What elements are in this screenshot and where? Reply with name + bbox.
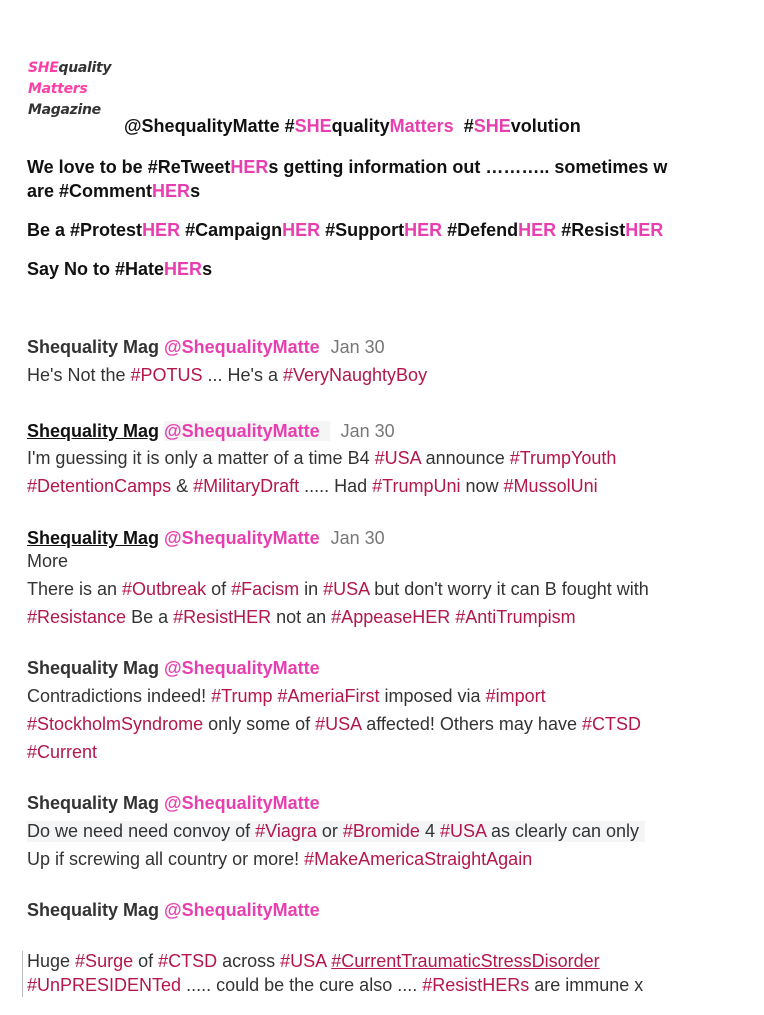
tweet-author[interactable]: Shequality Mag bbox=[27, 793, 160, 813]
hashtag[interactable]: #Trump bbox=[211, 686, 273, 706]
header-handle[interactable]: @ShequalityMatte bbox=[124, 116, 280, 136]
hashtag[interactable]: #UnPRESIDENTed bbox=[27, 975, 182, 995]
hashtag[interactable]: #Facism bbox=[231, 579, 300, 599]
intro-line-2: are #CommentHERs bbox=[27, 181, 201, 201]
tweet-header bbox=[27, 337, 385, 358]
tweet-body-line-2: #Resistance Be a #ResistHER not an #AppeaseHER #AntiTrumpism bbox=[27, 607, 576, 627]
intro-say-no-line: Say No to #HateHERs bbox=[27, 259, 213, 279]
hashtag[interactable]: #AppeaseHER bbox=[331, 607, 451, 627]
tweet-handle[interactable]: @ShequalityMatte bbox=[164, 658, 320, 678]
hashtag[interactable]: #import bbox=[485, 686, 546, 706]
intro-line-1: We love to be #ReTweetHERs getting information out ……….. sometimes w bbox=[27, 157, 668, 177]
header-hashtag-shequalitymatters[interactable]: #SHEqualityMatters bbox=[284, 116, 454, 136]
tweet-author[interactable]: Shequality Mag bbox=[27, 421, 160, 441]
tweet-handle[interactable]: @ShequalityMatte bbox=[164, 793, 320, 813]
tweet-author[interactable]: Shequality Mag bbox=[27, 528, 160, 548]
hashtag[interactable]: #USA bbox=[374, 448, 421, 468]
hashtag[interactable]: #DetentionCamps bbox=[27, 476, 172, 496]
hashtag[interactable]: #Resistance bbox=[27, 607, 127, 627]
intro-protest-line: Be a #ProtestHER #CampaignHER #SupportHER #DefendHER #ResistHER bbox=[27, 220, 664, 240]
tweet-author[interactable]: Shequality Mag bbox=[27, 658, 160, 678]
hashtag[interactable]: #ResistHERs bbox=[422, 975, 530, 995]
header-hashtag-shevolution[interactable]: #SHEvolution bbox=[463, 116, 581, 136]
tweet-author[interactable]: Shequality Mag bbox=[27, 337, 160, 357]
logo-line-1: SHEquality bbox=[28, 60, 112, 76]
tweet-handle[interactable]: @ShequalityMatte bbox=[164, 900, 320, 920]
tweet-date[interactable]: Jan 30 bbox=[330, 528, 385, 548]
tweet-body-line-1: Huge #Surge of #CTSD across #USA #CurrentTraumaticStressDisorder bbox=[27, 951, 600, 971]
tweet-body-line-1: I'm guessing it is only a matter of a time B4 #USA announce #TrumpYouth bbox=[27, 448, 617, 468]
tweet-body: He's Not the #POTUS ... He's a #VeryNaughtyBoy bbox=[27, 365, 428, 385]
hashtag[interactable]: #AmeriaFirst bbox=[277, 686, 380, 706]
logo-line-3: Magazine bbox=[28, 102, 101, 118]
hashtag[interactable]: #Surge bbox=[75, 951, 134, 971]
tweet-header bbox=[27, 793, 320, 814]
hashtag[interactable]: #CTSD bbox=[581, 714, 641, 734]
hashtag[interactable]: #POTUS bbox=[130, 365, 203, 385]
hashtag[interactable]: #USA bbox=[315, 714, 362, 734]
tweet-body-line-3 bbox=[27, 742, 97, 763]
tweet-body-line-2: #DetentionCamps & #MilitaryDraft ..... Had #TrumpUni now #MussolUni bbox=[27, 476, 598, 496]
hashtag[interactable]: #CTSD bbox=[158, 951, 218, 971]
tweet-author[interactable]: Shequality Mag bbox=[27, 900, 160, 920]
hashtag[interactable]: #MilitaryDraft bbox=[193, 476, 300, 496]
more-link[interactable]: More bbox=[27, 551, 69, 571]
hashtag[interactable]: #Viagra bbox=[255, 821, 317, 841]
hashtag[interactable]: #VeryNaughtyBoy bbox=[282, 365, 428, 385]
hashtag[interactable]: #Outbreak bbox=[122, 579, 207, 599]
hashtag[interactable]: #MakeAmericaStraightAgain bbox=[304, 849, 533, 869]
tweet-body-line-1: There is an #Outbreak of #Facism in #USA but don't worry it can B fought with bbox=[27, 579, 649, 599]
tweet-handle[interactable]: @ShequalityMatte bbox=[164, 337, 320, 357]
quote-divider bbox=[22, 951, 23, 997]
tweet-handle[interactable]: @ShequalityMatte bbox=[164, 528, 320, 548]
hashtag[interactable]: #Current bbox=[27, 742, 98, 762]
hashtag[interactable]: #USA bbox=[323, 579, 370, 599]
tweet-header bbox=[27, 658, 320, 679]
magazine-logo bbox=[28, 58, 124, 120]
hashtag[interactable]: #StockholmSyndrome bbox=[27, 714, 204, 734]
profile-header bbox=[124, 116, 581, 137]
hashtag[interactable]: #MussolUni bbox=[503, 476, 598, 496]
hashtag-link[interactable]: #CurrentTraumaticStressDisorder bbox=[331, 951, 600, 971]
tweet-header bbox=[27, 900, 320, 921]
logo-line-2: Matters bbox=[28, 81, 88, 97]
tweet-body-line-2: #StockholmSyndrome only some of #USA affected! Others may have #CTSD bbox=[27, 714, 641, 734]
tweet-date[interactable]: Jan 30 bbox=[340, 421, 395, 441]
hashtag[interactable]: #TrumpUni bbox=[372, 476, 461, 496]
tweet-body-line-1: Do we need need convoy of #Viagra or #Bromide 4 #USA as clearly can only bbox=[27, 821, 645, 842]
hashtag[interactable]: #ResistHER bbox=[173, 607, 272, 627]
tweet-header bbox=[27, 528, 385, 549]
tweet-body-line-2: #UnPRESIDENTed ..... could be the cure also .... #ResistHERs are immune x bbox=[27, 975, 644, 995]
tweet-body-line-1: Contradictions indeed! #Trump #AmeriaFirst imposed via #import bbox=[27, 686, 546, 706]
tweet-date[interactable]: Jan 30 bbox=[330, 337, 385, 357]
tweet-handle[interactable]: @ShequalityMatte bbox=[164, 421, 330, 441]
hashtag[interactable]: #USA bbox=[280, 951, 327, 971]
hashtag[interactable]: #Bromide bbox=[342, 821, 420, 841]
hashtag[interactable]: #USA bbox=[439, 821, 486, 841]
hashtag[interactable]: #TrumpYouth bbox=[509, 448, 617, 468]
tweet-header bbox=[27, 421, 395, 442]
hashtag[interactable]: #AntiTrumpism bbox=[455, 607, 576, 627]
tweet-body-line-2: Up if screwing all country or more! #MakeAmericaStraightAgain bbox=[27, 849, 533, 869]
